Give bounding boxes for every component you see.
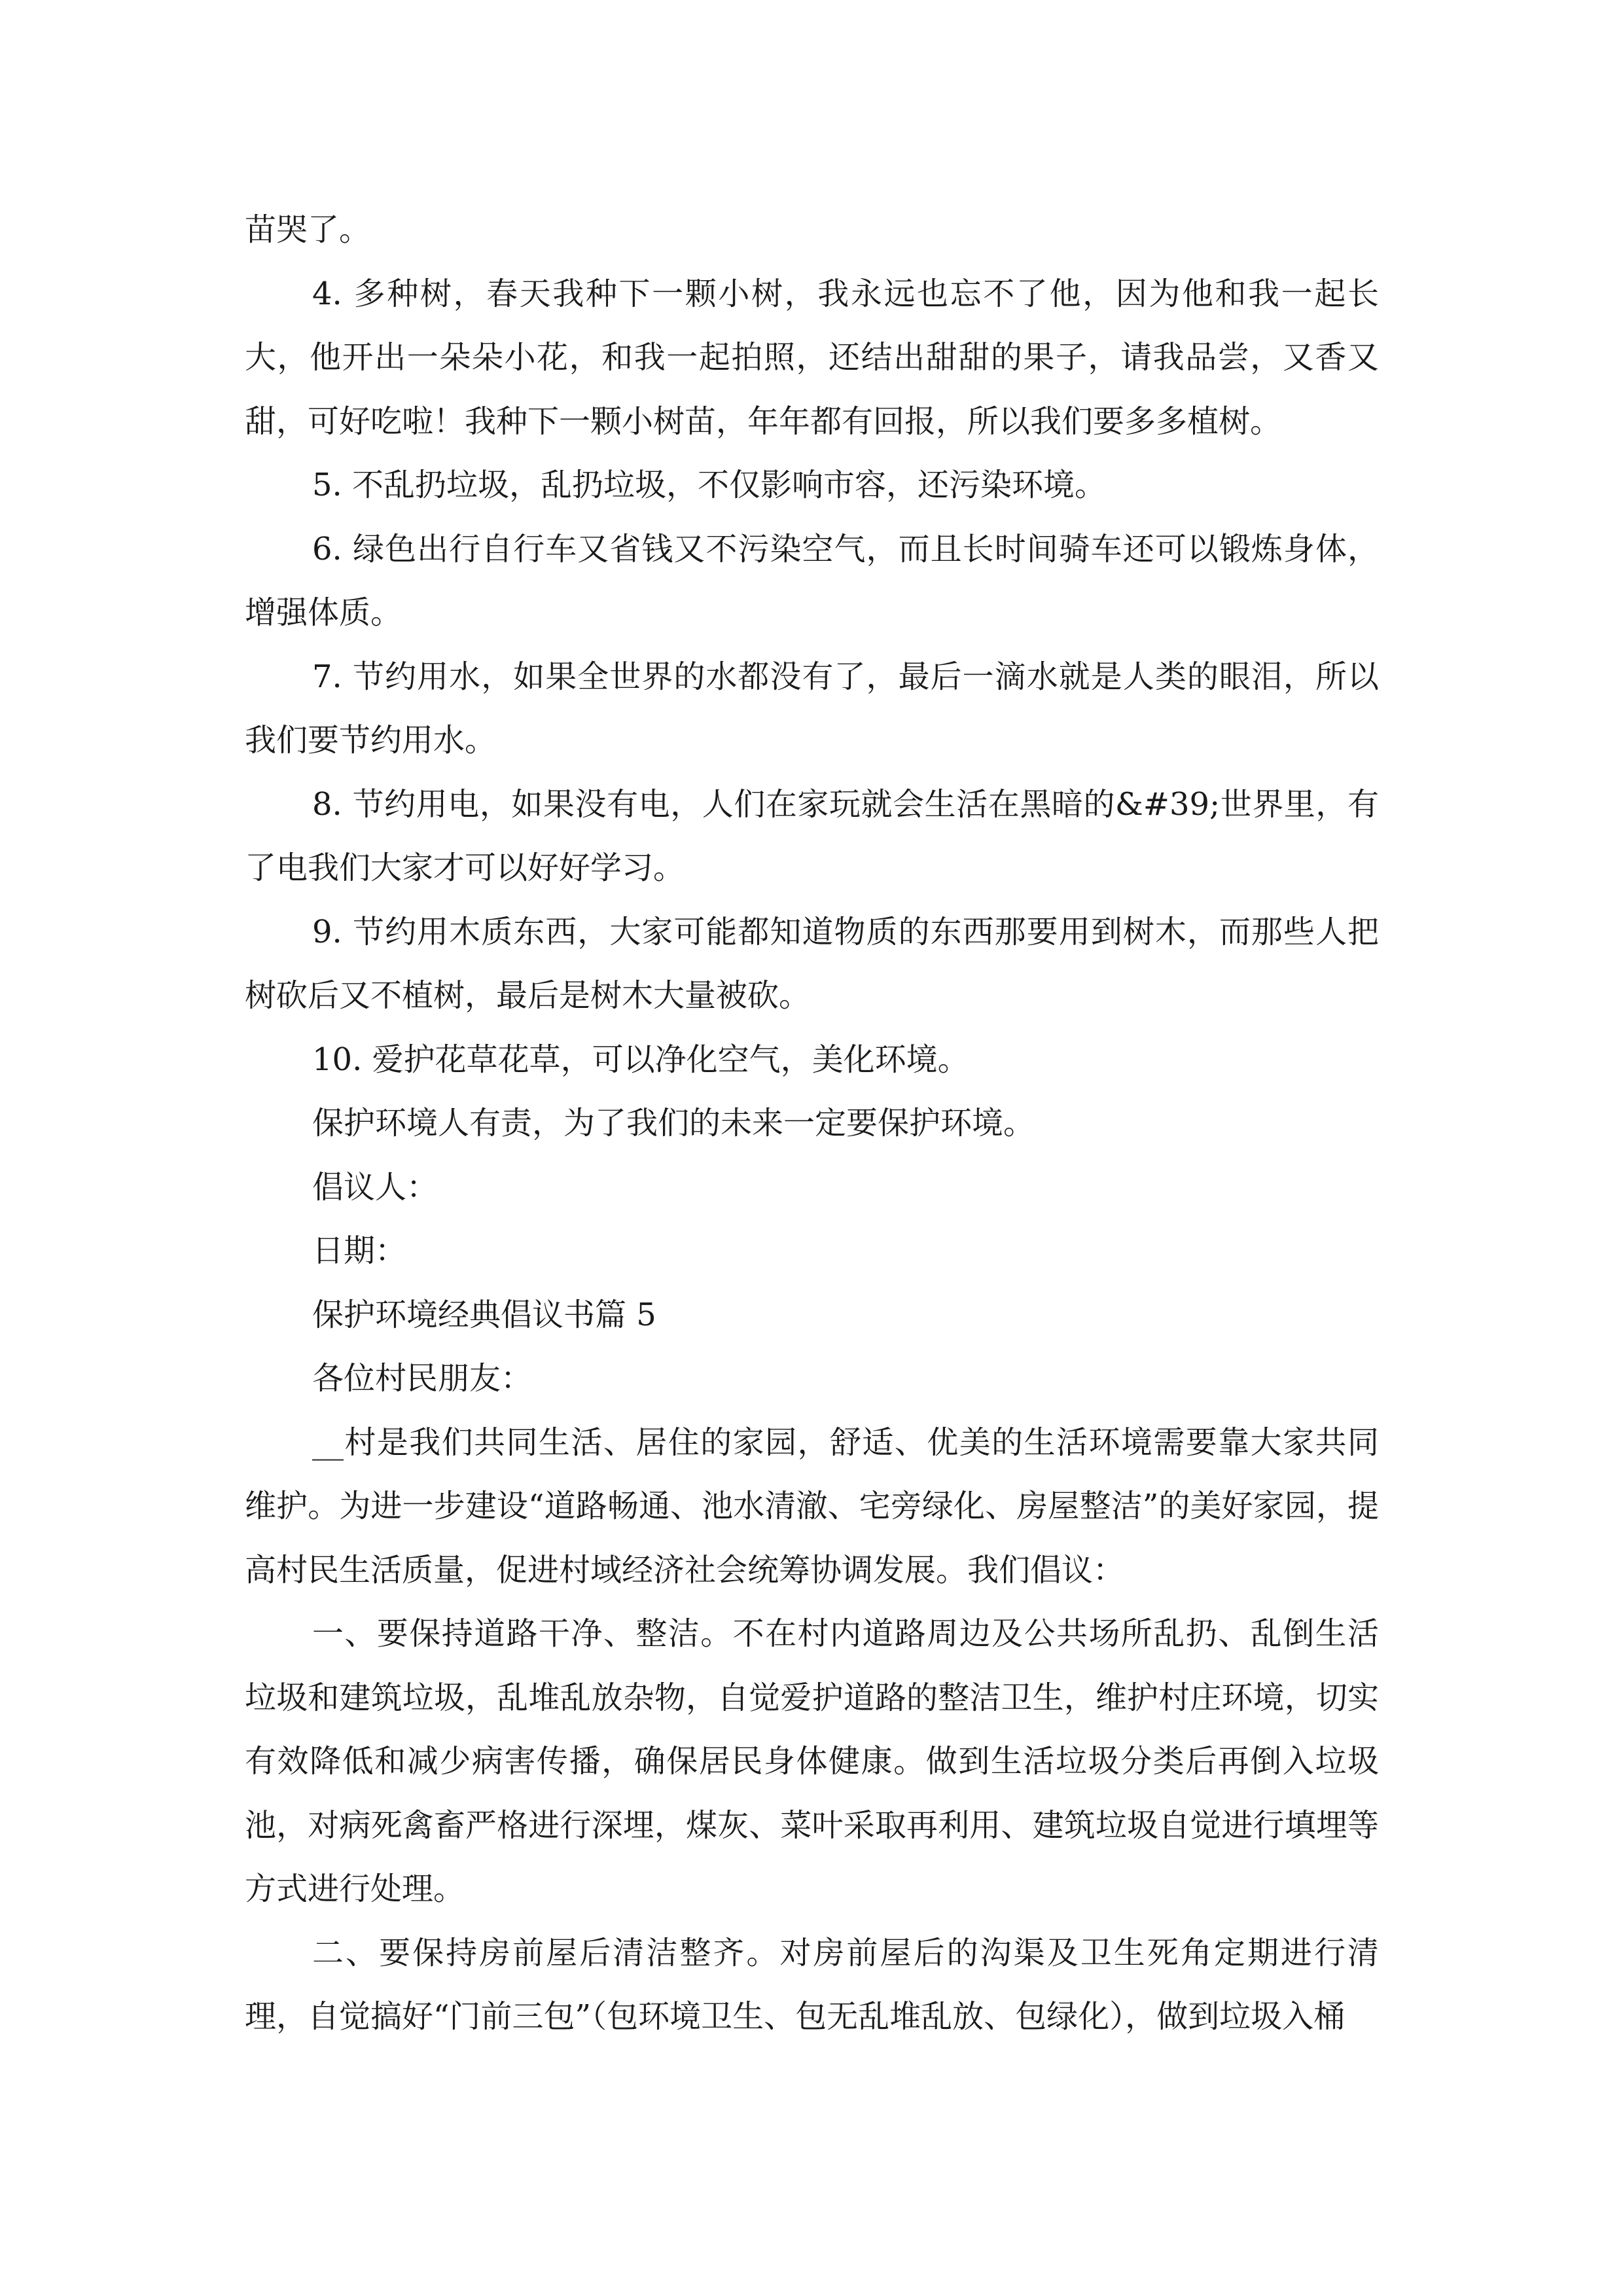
section-heading: 保护环境经典倡议书篇 5 <box>312 1296 656 1333</box>
paragraph-item-6: 6. 绿色出行自行车又省钱又不污染空气，而且长时间骑车还可以锻炼身体，增强体质。 <box>245 530 1379 631</box>
paragraph-point-2: 二、要保持房前屋后清洁整齐。对房前屋后的沟渠及卫生死角定期进行清理，自觉搞好“门前三包”（包环境卫生、包无乱堆乱放、包绿化），做到垃圾入桶 <box>245 1934 1379 2035</box>
paragraph-continuation: 苗哭了。 <box>245 211 371 248</box>
document-body <box>245 198 1379 2049</box>
signature-proposer: 倡议人： <box>312 1168 438 1206</box>
paragraph-intro: __村是我们共同生活、居住的家园，舒适、优美的生活环境需要靠大家共同维护。为进一步建设“道路畅通、池水清澈、宅旁绿化、房屋整洁”的美好家园，提高村民生活质量，促进村域经济社会统筹协调发展。我们倡议： <box>245 1424 1379 1588</box>
paragraph-closing: 保护环境人有责，为了我们的未来一定要保护环境。 <box>312 1105 1035 1141</box>
paragraph-item-8: 8. 节约用电，如果没有电，人们在家玩就会生活在黑暗的&#39;世界里，有了电我们大家才可以好好学习。 <box>245 785 1379 886</box>
paragraph-item-7: 7. 节约用水，如果全世界的水都没有了，最后一滴水就是人类的眼泪，所以我们要节约用水。 <box>245 658 1379 759</box>
signature-date: 日期： <box>312 1232 407 1269</box>
paragraph-item-5: 5. 不乱扔垃圾，乱扔垃圾，不仅影响市容，还污染环境。 <box>312 467 1107 503</box>
salutation: 各位村民朋友： <box>312 1360 533 1397</box>
paragraph-item-4: 4. 多种树，春天我种下一颗小树，我永远也忘不了他，因为他和我一起长大，他开出一朵朵小花，和我一起拍照，还结出甜甜的果子，请我品尝，又香又甜，可好吃啦！我种下一颗小树苗，年年都有回报，所以我们要多多植树。 <box>245 275 1379 440</box>
paragraph-item-9: 9. 节约用木质东西，大家可能都知道物质的东西那要用到树木，而那些人把树砍后又不植树，最后是树木大量被砍。 <box>245 913 1379 1014</box>
paragraph-point-1: 一、要保持道路干净、整洁。不在村内道路周边及公共场所乱扔、乱倒生活垃圾和建筑垃圾，乱堆乱放杂物，自觉爱护道路的整洁卫生，维护村庄环境，切实有效降低和减少病害传播，确保居民身体健康。做到生活垃圾分类后再倒入垃圾池，对病死禽畜严格进行深埋，煤灰、菜叶采取再利用、建筑垃圾自觉进行填埋等方式进行处理。 <box>245 1615 1379 1907</box>
paragraph-item-10: 10. 爱护花草花草，可以净化空气，美化环境。 <box>312 1041 969 1078</box>
